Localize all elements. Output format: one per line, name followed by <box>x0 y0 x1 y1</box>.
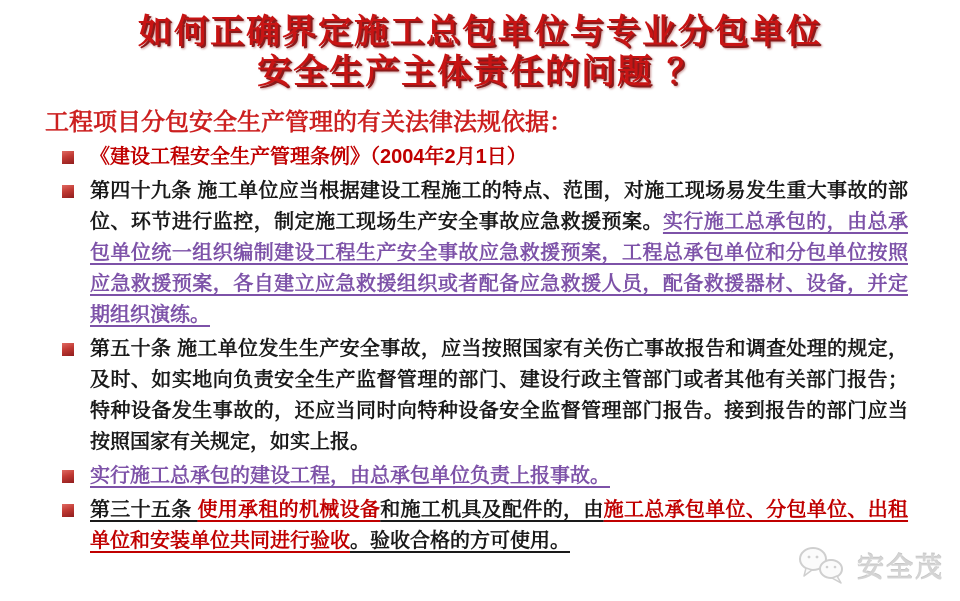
bullet-item <box>62 334 908 458</box>
bullet-list <box>0 142 960 557</box>
text-run: 使用承租的机械设备 <box>197 499 381 521</box>
bullet-item <box>62 461 908 492</box>
watermark <box>797 545 944 585</box>
bullet-item <box>62 176 908 331</box>
bullet-square-icon <box>62 185 74 198</box>
bullet-text <box>90 461 908 492</box>
section-heading: 工程项目分包安全生产管理的有关法律法规依据： <box>45 109 573 136</box>
bullet-text <box>90 334 908 458</box>
watermark-label: 安全茂 <box>857 552 944 583</box>
text-run: 第四十九条 施工单位应当根据建设工程施工的特点、范围，对施工现场易发生重大事故的部位、环节进行监控，制定施工现场生产安全事故应急救援预案。 <box>90 180 908 233</box>
text-run: 和施工机具及配件的，由 <box>380 499 604 521</box>
text-run: 《建设工程安全生产管理条例》（2004年2月1日） <box>90 146 527 168</box>
bullet-square-icon <box>62 470 74 483</box>
bullet-item <box>62 142 908 173</box>
bullet-text <box>90 495 908 557</box>
slide-title-line-1: 如何正确界定施工总包单位与专业分包单位 <box>138 12 822 52</box>
text-run: 第三十五条 <box>90 499 198 521</box>
bullet-text <box>90 176 908 331</box>
text-run: 实行施工总承包的，由总承包单位统一组织编制建设工程生产安全事故应急救援预案，工程总承包单位和分包单位按照应急救援预案，各自建立应急救援组织或者配备应急救援人员，配备救援器材、设备，并定期组织演练。 <box>90 211 909 326</box>
bullet-square-icon <box>62 504 74 517</box>
text-run: 。验收合格的方可使用。 <box>350 530 570 552</box>
bullet-square-icon <box>62 343 74 356</box>
bullet-item <box>62 495 908 557</box>
slide-title <box>0 0 960 92</box>
bullet-text <box>90 142 908 173</box>
text-run: 实行施工总承包的建设工程，由总承包单位负责上报事故。 <box>90 465 610 487</box>
text-run: 施工总承包单位、分包单位、出租单位和安装单位共同进行验收 <box>90 499 909 552</box>
slide-title-line-2: 安全生产主体责任的问题 ？ <box>257 52 703 92</box>
text-run: 第五十条 施工单位发生生产安全事故，应当按照国家有关伤亡事故报告和调查处理的规定，及时、如实地向负责安全生产监督管理的部门、建设行政主管部门或者其他有关部门报告；特种设备发生事故的，还应当同时向特种设备安全监督管理部门报告。接到报告的部门应当按照国家有关规定，如实上报。 <box>90 338 908 453</box>
bullet-square-icon <box>62 151 74 164</box>
wechat-chat-bubbles-icon <box>797 545 849 585</box>
